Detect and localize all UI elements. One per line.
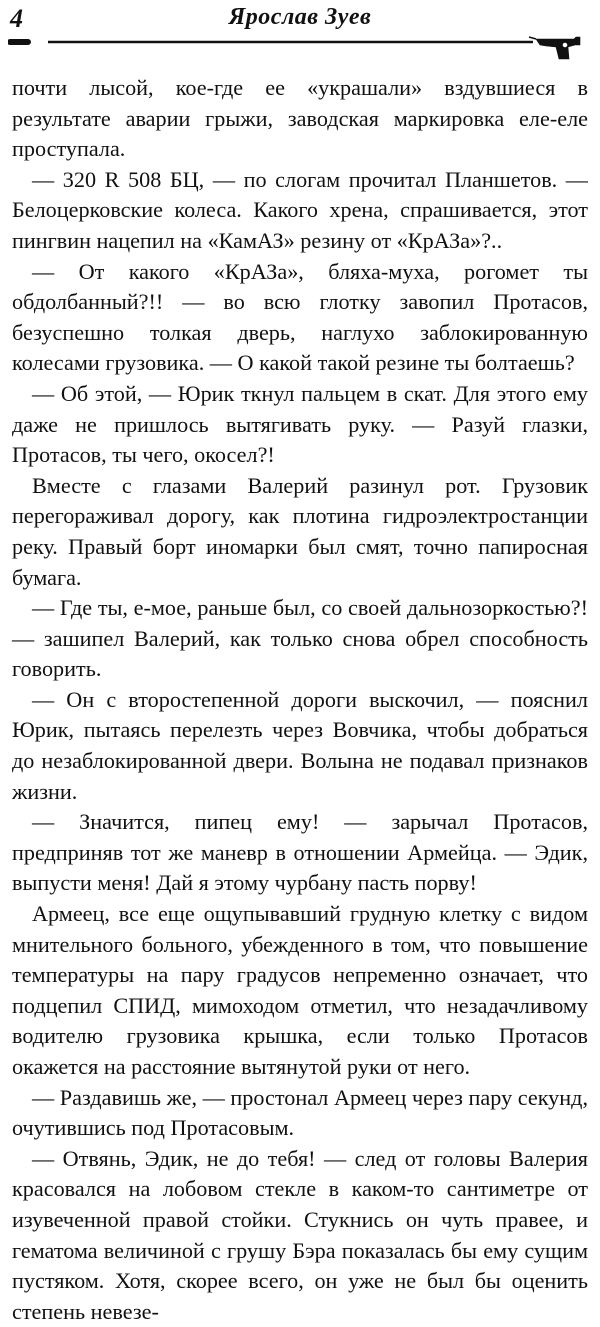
paragraph: — 320 R 508 БЦ, — по слогам прочитал Планшетов. — Белоцерковские колеса. Какого хрена, спрашивается, этот пингвин нацепил на «КамАЗ» резину от «КрАЗа»?..	[12, 166, 588, 253]
paragraph: — Отвянь, Эдик, не до тебя! — след от головы Валерия красовался на лобовом стекле в каком-то сантиметре от изувеченной правой стойки. Стукнись он чуть правее, и гематома величиной с грушу Бэра показалась бы ему сущим пустяком. Хотя, скорее всего, он уже не был бы оценить степень невезе-	[12, 1145, 588, 1324]
paragraph: — Значится, пипец ему! — зарычал Протасов, предприняв тот же маневр в отношении Армейца. — Эдик, выпусти меня! Дай я этому чурбану пасть порву!	[12, 809, 588, 896]
paragraph: Вместе с глазами Валерий разинул рот. Грузовик перегораживал дорогу, как плотина гидроэлектростанции реку. Правый борт иномарки был смят, точно папиросная бумага.	[12, 472, 588, 590]
header-rule	[8, 34, 598, 60]
paragraph: почти лысой, кое-где ее «украшали» вздувшиеся в результате аварии грыжи, заводская маркировка еле-еле проступала.	[12, 75, 588, 162]
paragraph: — От какого «КрАЗа», бляха-муха, рогомет ты обдолбанный?!! — во всю глотку завопил Протасов, безуспешно толкая дверь, наглухо заблокированную колесами грузовика. — О какой такой резине ты болтаешь?	[12, 258, 588, 376]
paragraph: — Об этой, — Юрик ткнул пальцем в скат. Для этого ему даже не пришлось вытягивать руку. — Разуй глазки, Протасов, ты чего, окосел?!	[12, 380, 588, 468]
paragraph: Армеец, все еще ощупывавший грудную клетку с видом мнительного больного, убежденного в том, что повышение температуры на пару градусов непременно означает, что подцепил СПИД, мимоходом отметил, что незадачливому водителю грузовика крышка, если только Протасов окажется на расстояние вытянутой руки от него.	[12, 901, 588, 1079]
pistol-icon	[529, 37, 580, 59]
running-title: Ярослав Зуев	[228, 4, 372, 30]
body-text	[12, 73, 588, 1327]
paragraph: — Раздавишь же, — простонал Армеец через пару секунд, очутившись под Протасовым.	[12, 1084, 588, 1141]
page-number: 4	[10, 4, 23, 33]
paragraph: — Он с второстепенной дороги выскочил, — пояснил Юрик, пытаясь перелезть через Вовчика, чтобы добраться до незаблокированной двери. Волына не подавал признаков жизни.	[12, 686, 588, 804]
paragraph: — Где ты, е-мое, раньше был, со своей дальнозоркостью?! — зашипел Валерий, как только снова обрел способность говорить.	[12, 595, 588, 682]
page-header	[0, 0, 600, 60]
